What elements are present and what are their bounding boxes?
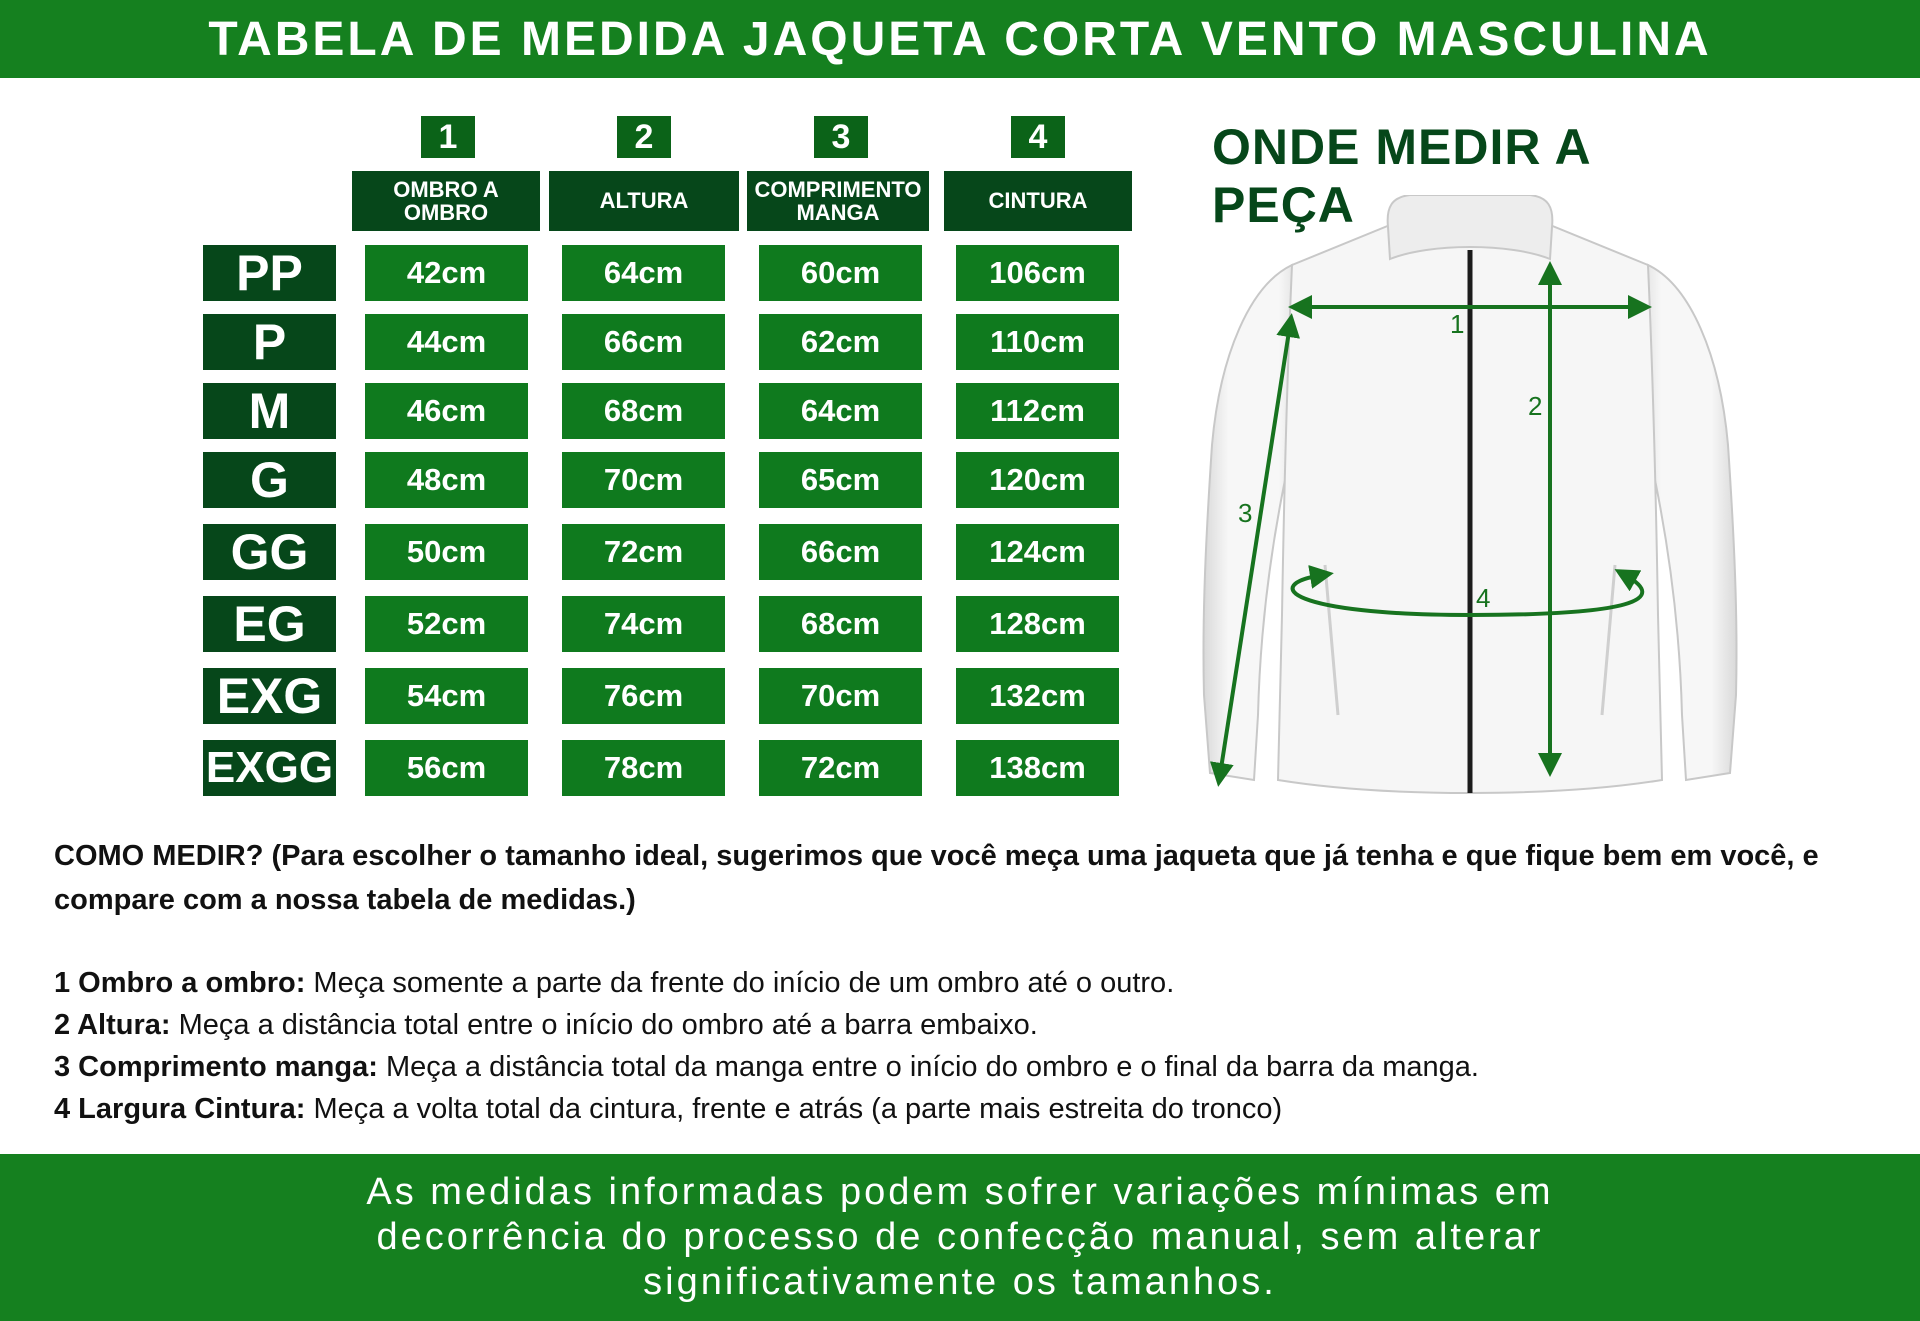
table-cell: 42cm	[365, 245, 528, 301]
column-number-4: 4	[1011, 116, 1065, 158]
size-label-exg: EXG	[203, 668, 336, 724]
table-cell: 50cm	[365, 524, 528, 580]
table-cell: 54cm	[365, 668, 528, 724]
table-cell: 70cm	[562, 452, 725, 508]
header-banner	[0, 0, 1920, 78]
table-cell: 72cm	[759, 740, 922, 796]
measure-marker-3: 3	[1238, 498, 1253, 528]
column-header-label: OMBRO A OMBRO	[393, 176, 499, 225]
table-cell: 64cm	[562, 245, 725, 301]
column-header-waist	[944, 171, 1132, 231]
table-cell: 72cm	[562, 524, 725, 580]
table-cell: 68cm	[562, 383, 725, 439]
table-cell: 52cm	[365, 596, 528, 652]
table-cell: 66cm	[562, 314, 725, 370]
table-cell: 120cm	[956, 452, 1119, 508]
instruction-item	[54, 1046, 1894, 1088]
instruction-text: Meça somente a parte da frente do início de um ombro até o outro.	[313, 967, 1175, 999]
measure-marker-4: 4	[1476, 583, 1491, 613]
instruction-term: 4 Largura Cintura:	[54, 1093, 306, 1125]
footer-note: As medidas informadas podem sofrer variações mínimas em decorrência do processo de confecção manual, sem alterar significativamente os tamanhos.	[366, 1171, 1554, 1303]
column-number-3: 3	[814, 116, 868, 158]
table-cell: 70cm	[759, 668, 922, 724]
page-title: TABELA DE MEDIDA JAQUETA CORTA VENTO MASCULINA	[208, 12, 1712, 66]
instruction-item	[54, 1004, 1894, 1046]
instructions-list	[54, 962, 1894, 1130]
size-label-eg: EG	[203, 596, 336, 652]
table-cell: 44cm	[365, 314, 528, 370]
size-label-pp: PP	[203, 245, 336, 301]
column-header-sleeve	[747, 171, 929, 231]
size-label-exgg: EXGG	[203, 740, 336, 796]
jacket-illustration	[1200, 195, 1740, 795]
table-cell: 68cm	[759, 596, 922, 652]
measure-marker-1: 1	[1450, 309, 1465, 339]
column-header-label: COMPRIMENTO MANGA	[754, 176, 922, 225]
column-number-2: 2	[617, 116, 671, 158]
size-label-m: M	[203, 383, 336, 439]
instruction-text: Meça a distância total da manga entre o início do ombro e o final da barra da manga.	[385, 1051, 1479, 1083]
table-cell: 128cm	[956, 596, 1119, 652]
table-cell: 78cm	[562, 740, 725, 796]
size-label-p: P	[203, 314, 336, 370]
instruction-item	[54, 1088, 1894, 1130]
instruction-item	[54, 962, 1894, 1004]
footer-banner	[0, 1154, 1920, 1321]
table-cell: 46cm	[365, 383, 528, 439]
column-number-1: 1	[421, 116, 475, 158]
instruction-term: 3 Comprimento manga:	[54, 1051, 378, 1083]
instruction-text: Meça a distância total entre o início do ombro até a barra embaixo.	[178, 1009, 1038, 1041]
table-cell: 56cm	[365, 740, 528, 796]
table-cell: 124cm	[956, 524, 1119, 580]
table-cell: 132cm	[956, 668, 1119, 724]
table-cell: 60cm	[759, 245, 922, 301]
table-cell: 65cm	[759, 452, 922, 508]
instructions-title: COMO MEDIR? (Para escolher o tamanho ideal, sugerimos que você meça uma jaqueta que já tenha e que fique bem em você, e compare com a nossa tabela de medidas.)	[54, 840, 1819, 916]
table-cell: 110cm	[956, 314, 1119, 370]
column-header-label: ALTURA	[599, 188, 689, 214]
column-header-shoulder	[352, 171, 540, 231]
table-cell: 62cm	[759, 314, 922, 370]
measure-marker-2: 2	[1528, 391, 1543, 421]
instruction-text: Meça a volta total da cintura, frente e atrás (a parte mais estreita do tronco)	[313, 1093, 1283, 1125]
size-label-gg: GG	[203, 524, 336, 580]
table-cell: 66cm	[759, 524, 922, 580]
table-cell: 112cm	[956, 383, 1119, 439]
table-cell: 138cm	[956, 740, 1119, 796]
column-header-label: CINTURA	[988, 188, 1088, 214]
instruction-term: 2 Altura:	[54, 1009, 171, 1041]
diagram-title: ONDE MEDIR A PEÇA	[1212, 119, 1590, 233]
table-cell: 74cm	[562, 596, 725, 652]
table-cell: 48cm	[365, 452, 528, 508]
size-label-g: G	[203, 452, 336, 508]
table-cell: 76cm	[562, 668, 725, 724]
column-header-height	[549, 171, 739, 231]
table-cell: 64cm	[759, 383, 922, 439]
instruction-term: 1 Ombro a ombro:	[54, 967, 306, 999]
table-cell: 106cm	[956, 245, 1119, 301]
